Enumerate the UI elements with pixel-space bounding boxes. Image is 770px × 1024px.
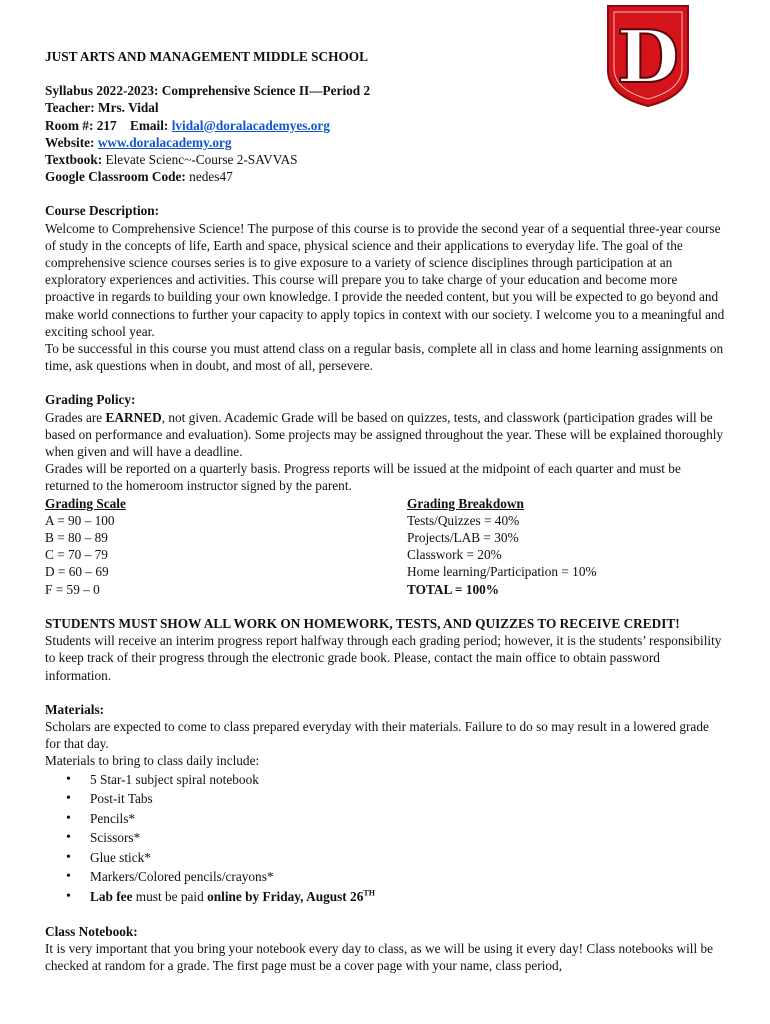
list-item: • Pencils* (90, 809, 725, 829)
show-work-paragraph: STUDENTS MUST SHOW ALL WORK ON HOMEWORK, TESTS, AND QUIZZES TO RECEIVE CREDIT! Students will receive an interim progress report halfway through each grading period; however, it is the students’ responsibility to keep track of their progress through the electronic grade book. Please, contact the main office to obtain password information. (45, 615, 722, 683)
materials-list (45, 770, 725, 907)
grading-scale (45, 495, 407, 598)
course-heading: Course Description: (45, 203, 160, 219)
show-work-emphasis: STUDENTS MUST SHOW ALL WORK ON HOMEWORK, TESTS, AND QUIZZES TO RECEIVE CREDIT! (45, 615, 680, 631)
syllabus-title: Syllabus 2022-2023: Comprehensive Science II—Period 2 (45, 83, 371, 99)
list-item: • Post-it Tabs (90, 789, 725, 809)
website-link[interactable]: www.doralacademy.org (97, 134, 232, 150)
grading-breakdown (407, 495, 725, 598)
grade-f: F = 59 – 0 (45, 581, 100, 597)
classroom-line (45, 168, 725, 185)
course-paragraph-2: To be successful in this course you must attend class on a regular basis, complete all in class and home learning assignments on time, ask questions when in doubt, and most of all, persevere. (45, 341, 724, 374)
room-label: Room #: 217 (45, 117, 117, 133)
email-link[interactable]: lvidal@doralacademyes.org (171, 117, 330, 133)
materials-paragraph-1: Scholars are expected to come to class prepared everyday with their materials. Failure to do so may result in a lowered grade for that day. (45, 718, 709, 752)
grading-scale-heading: Grading Scale (45, 495, 126, 511)
earned-emphasis: EARNED (105, 409, 162, 425)
grading-tables (45, 495, 725, 598)
materials-paragraph-2: Materials to bring to class daily include: (45, 753, 260, 769)
notebook-heading: Class Notebook: (45, 924, 138, 940)
breakdown-total: TOTAL = 100% (407, 581, 500, 597)
email-label: Email: (129, 117, 169, 133)
list-item: • Scissors* (90, 828, 725, 848)
grade-a: A = 90 – 100 (45, 512, 115, 528)
document-body (45, 48, 725, 975)
grading-paragraph-2: Grades will be reported on a quarterly basis. Progress reports will be issued at the midpoint of each quarter and must be returned to the homeroom instructor signed by the parent. (45, 461, 681, 494)
breakdown-projects: Projects/LAB = 30% (407, 530, 519, 546)
teacher-line: Teacher: Mrs. Vidal (45, 100, 159, 116)
classroom-label: Google Classroom Code: (45, 169, 186, 185)
textbook-value: Elevate Scienc~-Course 2-SAVVAS (105, 152, 298, 168)
grading-paragraph-1: Grades are EARNED, not given. Academic Grade will be based on quizzes, tests, and classwork (participation grades will be based on performance and evaluation). Some projects may be assigned throughout the year. These will be explained thoroughly when given and will have a deadline. (45, 409, 724, 460)
breakdown-classwork: Classwork = 20% (407, 547, 502, 563)
svg-text:D: D (616, 14, 680, 99)
materials-heading: Materials: (45, 701, 105, 717)
list-item-lab-fee: • Lab fee must be paid online by Friday, August 26TH (90, 887, 725, 907)
grading-breakdown-heading: Grading Breakdown (407, 495, 524, 511)
room-email-line (45, 117, 725, 134)
classroom-code: nedes47 (189, 169, 233, 185)
textbook-line (45, 151, 725, 168)
breakdown-homelearning: Home learning/Participation = 10% (407, 564, 597, 580)
textbook-label: Textbook: (45, 152, 103, 168)
grading-heading: Grading Policy: (45, 392, 136, 408)
list-item: • 5 Star-1 subject spiral notebook (90, 770, 725, 790)
grade-d: D = 60 – 69 (45, 564, 109, 580)
course-paragraph-1: Welcome to Comprehensive Science! The purpose of this course is to provide the second year of a sequential three-year course of study in the concepts of life, Earth and space, physical science and their applications to everyday life. The goal of the comprehensive science courses series is to give exposure to a variety of science disciplines through participation at an exploratory experiences and activities. This course will prepare you to take charge of your education and become more proactive in regards to building your own knowledge. I provide the needed content, but you will be expected to go beyond and make world connections to further your capacity to apply topics in context with our society. I welcome you to a meaningful and exciting school year. (45, 220, 725, 339)
website-label: Website: (45, 134, 95, 150)
list-item: • Markers/Colored pencils/crayons* (90, 867, 725, 887)
breakdown-tests: Tests/Quizzes = 40% (407, 512, 520, 528)
website-line (45, 134, 725, 151)
grade-c: C = 70 – 79 (45, 547, 108, 563)
list-item: • Glue stick* (90, 848, 725, 868)
school-name: JUST ARTS AND MANAGEMENT MIDDLE SCHOOL (45, 49, 369, 64)
notebook-paragraph-1: It is very important that you bring your notebook every day to class, as we will be using it every day! Class notebooks will be checked at random for a grade. The first page must be a cover page with your name, class period, (45, 941, 714, 974)
grade-b: B = 80 – 89 (45, 530, 108, 546)
